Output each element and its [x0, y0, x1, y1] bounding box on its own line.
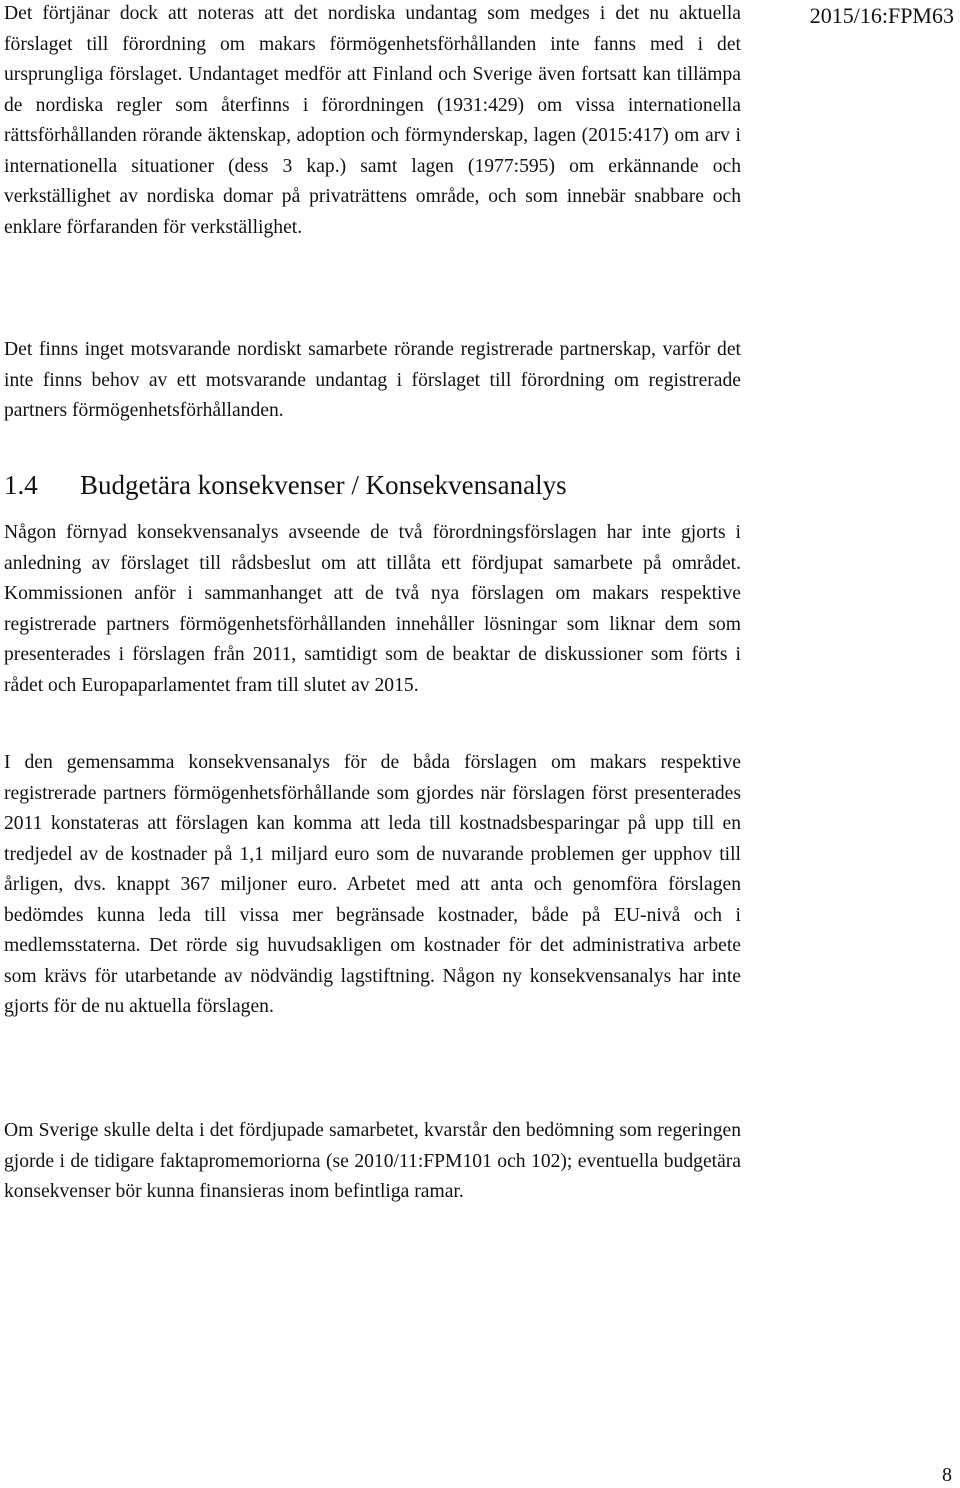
paragraph-budget-consequences: Om Sverige skulle delta i det fördjupade samarbetet, kvarstår den bedömning som regeringen gjorde i de tidigare faktapromemoriorna (se 2010/11:FPM101 och 102); eventuella budgetära konsekvenser bör kunna finansieras inom befintliga ramar.	[4, 1120, 741, 1202]
paragraph-joint-impact-analysis: I den gemensamma konsekvensanalys för de båda förslagen om makars respektive registrerade partners förmögenhetsförhållande som gjordes när förslagen först presenterades 2011 konstateras att förslagen kan komma att leda till kostnadsbesparingar på upp till en tredjedel av de kostnader på 1,1 miljard euro som de nuvarande problemen ger upphov till årligen, dvs. knappt 367 miljoner euro. Arbetet med att anta och genomföra förslagen bedömdes kunna leda till vissa mer begränsade kostnader, både på EU-nivå och i medlemsstaterna. Det rörde sig huvudsakligen om kostnader för det administrativa arbete som krävs för utarbetande av nödvändig lagstiftning. Någon ny konsekvensanalys har inte gjorts för de nu aktuella förslagen.	[4, 752, 741, 1017]
paragraph-impact-analysis: Någon förnyad konsekvensanalys avseende de två förordningsförslagen har inte gjorts i anledning av förslaget till rådsbeslut om att tillåta ett fördjupat samarbete på området. Kommissionen anför i sammanhanget att de två nya förslagen om makars respektive registrerade partners förmögenhetsförhållanden innehåller lösningar som liknar dem som presenterades i förslagen från 2011, samtidigt som de beaktar de diskussioner som förts i rådet och Europaparlamentet fram till slutet av 2015.	[4, 522, 741, 696]
section-number: 1.4	[4, 470, 38, 500]
section-title: Budgetära konsekvenser / Konsekvensanalys	[80, 470, 567, 500]
page-number: 8	[942, 1464, 952, 1486]
paragraph-registered-partnerships: Det finns inget motsvarande nordiskt samarbete rörande registrerade partnerskap, varför det inte finns behov av ett motsvarande undantag i förslaget till förordning om registrerade partners förmögenhetsförhållanden.	[4, 339, 741, 421]
paragraph-nordic-exception: Det förtjänar dock att noteras att det nordiska undantag som medges i det nu aktuella förslaget till förordning om makars förmögenhetsförhållanden inte fanns med i det ursprungliga förslaget. Undantaget medför att Finland och Sverige även fortsatt kan tillämpa de nordiska regler som återfinns i förordningen (1931:429) om vissa internationella rättsförhållanden rörande äktenskap, adoption och förmynderskap, lagen (2015:417) om arv i internationella situationer (dess 3 kap.) samt lagen (1977:595) om erkännande och verkställighet av nordiska domar på privaträttens område, och som innebär snabbare och enklare förfaranden för verkställighet.	[4, 3, 741, 238]
section-heading	[4, 467, 567, 503]
document-reference: 2015/16:FPM63	[809, 3, 954, 28]
